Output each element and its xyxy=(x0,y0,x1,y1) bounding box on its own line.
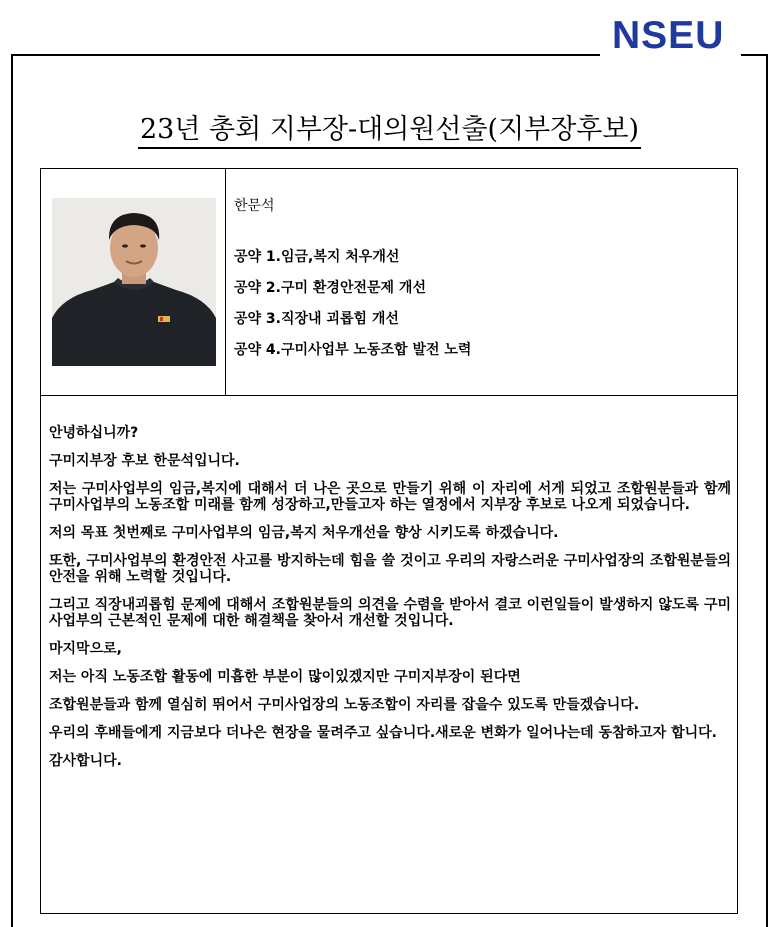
document-title-text: 23년 총회 지부장-대의원선출(지부장후보) xyxy=(138,114,641,149)
message-paragraph: 우리의 후배들에게 지금보다 더나은 현장을 물려주고 싶습니다.새로운 변화가 일어나는데 동참하고자 합니다. xyxy=(49,725,717,741)
message-paragraph: 저는 아직 노동조합 활동에 미흡한 부분이 많이있겠지만 구미지부장이 된다면 xyxy=(49,669,521,685)
box-divider-vertical xyxy=(225,169,226,395)
frame-border-right xyxy=(766,54,768,927)
message-paragraph: 저의 목표 첫번째로 구미사업부의 임금,복지 처우개선을 향상 시키도록 하겠습니다. xyxy=(49,525,559,541)
message-paragraph: 감사합니다. xyxy=(49,753,122,769)
frame-border-left xyxy=(11,54,13,927)
box-divider-horizontal xyxy=(41,395,737,396)
frame-border-top xyxy=(11,54,600,56)
frame-border-top-right xyxy=(741,54,768,56)
candidate-portrait-icon xyxy=(52,198,216,366)
pledge-item: 공약 4.구미사업부 노동조합 발전 노력 xyxy=(234,342,472,358)
pledge-item: 공약 2.구미 환경안전문제 개선 xyxy=(234,280,426,296)
candidate-message xyxy=(49,425,731,781)
candidate-name: 한문석 xyxy=(234,198,275,214)
candidate-box xyxy=(40,168,738,914)
message-paragraph: 그리고 직장내괴롭힘 문제에 대해서 조합원분들의 의견을 수렴을 받아서 결코 이런일들이 발생하지 않도록 구미사업부의 근본적인 문제에 대한 해결책을 찾아서 개선할 것입니다. xyxy=(49,597,731,629)
pledge-item: 공약 1.임금,복지 처우개선 xyxy=(234,249,400,265)
message-paragraph: 저는 구미사업부의 임금,복지에 대해서 더 나은 곳으로 만들기 위해 이 자리에 서게 되었고 조합원분들과 함께 구미사업부의 노동조합 미래를 함께 성장하고,만들고자 하는 열정에서 지부장 후보로 나오게 되었습니다. xyxy=(49,481,731,513)
portrait-illustration xyxy=(52,198,216,366)
message-paragraph: 안녕하십니까? xyxy=(49,425,139,441)
nseu-logo: NSEU xyxy=(612,14,725,57)
message-paragraph: 또한, 구미사업부의 환경안전 사고를 방지하는데 힘을 쓸 것이고 우리의 자랑스러운 구미사업장의 조합원분들의 안전을 위해 노력할 것입니다. xyxy=(49,553,731,585)
message-paragraph: 마지막으로, xyxy=(49,641,122,657)
message-paragraph: 구미지부장 후보 한문석입니다. xyxy=(49,453,240,469)
document-title xyxy=(0,112,779,148)
message-paragraph: 조합원분들과 함께 열심히 뛰어서 구미사업장의 노동조합이 자리를 잡을수 있도록 만들겠습니다. xyxy=(49,697,640,713)
pledge-list xyxy=(234,247,471,371)
pledge-item: 공약 3.직장내 괴롭힘 개선 xyxy=(234,311,399,327)
